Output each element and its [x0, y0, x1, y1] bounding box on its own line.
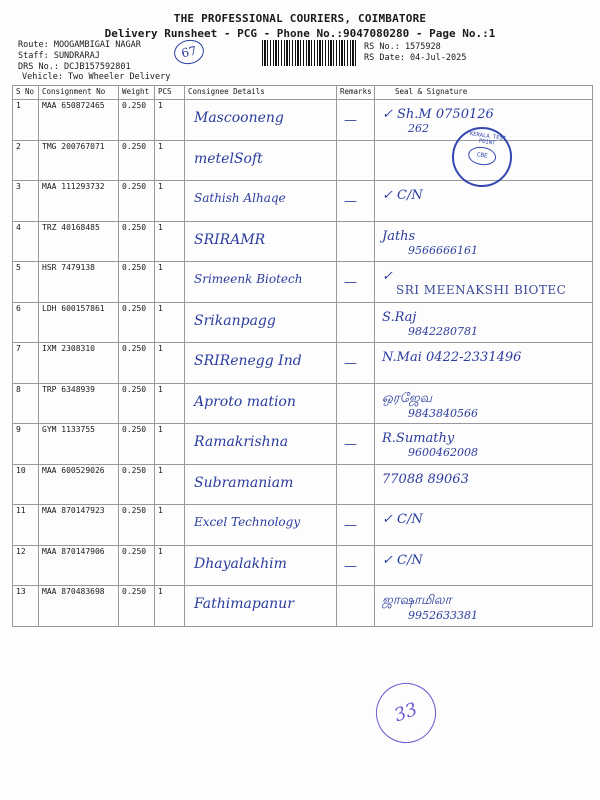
consignment-cell — [39, 221, 119, 262]
serial-number: 13 — [16, 587, 26, 596]
consignment-cell — [39, 302, 119, 343]
consignee-cell — [185, 464, 337, 505]
pcs-value: 1 — [158, 182, 163, 191]
signature-handwriting: ✓ Sh.M 0750126 — [382, 107, 494, 122]
remarks-cell — [337, 221, 375, 262]
weight-value: 0.250 — [122, 465, 147, 475]
weight-value: 0.250 — [122, 506, 147, 515]
remark-mark: — — [344, 558, 357, 574]
consignment-number: MAA 870483698 — [42, 587, 105, 596]
serial-number: 11 — [16, 506, 26, 515]
signature-cell — [375, 505, 593, 546]
signature-cell — [375, 424, 593, 465]
company-title: THE PROFESSIONAL COURIERS, COIMBATORE — [173, 12, 427, 25]
table-row — [13, 181, 593, 222]
signature-phone: 9566666161 — [408, 243, 478, 257]
consignment-cell — [39, 262, 119, 303]
signature-handwriting: ✓ C/N — [382, 512, 423, 527]
weight-value: 0.250 — [122, 182, 147, 191]
consignee-cell — [185, 424, 337, 465]
signature-handwriting: ஒரஜேவ — [382, 390, 433, 406]
serial-number: 12 — [16, 546, 26, 556]
signature-handwriting: ✓ C/N — [382, 188, 423, 203]
pcs-value: 1 — [158, 141, 163, 151]
weight-value: 0.250 — [122, 222, 147, 232]
serial-number-cell — [13, 262, 39, 303]
weight-cell — [119, 302, 155, 343]
pcs-value: 1 — [158, 303, 163, 313]
weight-value: 0.250 — [122, 546, 147, 556]
signature-cell — [375, 302, 593, 343]
signature-handwriting: 77088 89063 — [382, 471, 469, 487]
serial-number-cell — [13, 181, 39, 222]
serial-number-cell — [13, 505, 39, 546]
remark-mark: — — [344, 275, 357, 290]
consignment-number: LDH 600157861 — [42, 303, 105, 313]
table-row — [13, 545, 593, 586]
consignment-cell — [39, 505, 119, 546]
column-header: PCS — [155, 86, 185, 100]
pcs-value: 1 — [158, 384, 163, 394]
pcs-value: 1 — [158, 222, 163, 232]
barcode — [262, 40, 358, 66]
pcs-cell — [155, 505, 185, 546]
weight-value: 0.250 — [122, 587, 147, 596]
drs-label: DRS No.: DCJB157592801 — [18, 62, 131, 72]
pcs-cell — [155, 586, 185, 627]
table-header-row — [13, 86, 593, 100]
signature-handwriting: Jaths — [382, 228, 416, 244]
rs-date: RS Date: 04-Jul-2025 — [364, 53, 467, 63]
remarks-cell — [337, 140, 375, 181]
pcs-cell — [155, 343, 185, 384]
column-header: S No — [13, 86, 39, 100]
serial-number: 10 — [16, 465, 26, 475]
remarks-cell — [337, 262, 375, 303]
consignee-handwriting: Srimeenk Biotech — [194, 272, 303, 286]
serial-number: 8 — [16, 384, 21, 394]
staff-label: Staff: SUNDRARAJ — [18, 51, 100, 61]
consignee-cell — [185, 262, 337, 303]
remark-mark: — — [344, 194, 357, 209]
signature-phone: 9842280781 — [408, 324, 478, 338]
consignee-handwriting: Fathimapanur — [194, 596, 294, 612]
rs-number: RS No.: 1575928 — [364, 42, 441, 52]
consignee-cell — [185, 545, 337, 586]
remarks-cell — [337, 383, 375, 424]
signature-handwriting: ✓ C/N — [382, 552, 423, 568]
consignee-handwriting: SRIRenegg Ind — [194, 353, 302, 369]
pcs-cell — [155, 545, 185, 586]
remarks-cell — [337, 586, 375, 627]
table-row — [13, 100, 593, 141]
route-label: Route: MOOGAMBIGAI NAGAR — [18, 40, 141, 50]
serial-number: 4 — [16, 222, 21, 232]
signature-handwriting: ✓ — [382, 269, 393, 284]
remarks-cell — [337, 464, 375, 505]
seal-ring-text: KERALA TEST POINT — [469, 131, 507, 147]
table-row — [13, 505, 593, 546]
consignment-number: MAA 111293732 — [42, 182, 105, 191]
signature-phone: 9843840566 — [408, 406, 478, 420]
pcs-cell — [155, 464, 185, 505]
weight-value: 0.250 — [122, 141, 147, 151]
consignee-handwriting: Excel Technology — [194, 515, 301, 529]
weight-cell — [119, 424, 155, 465]
consignment-number: GYM 1133755 — [42, 425, 95, 434]
weight-value: 0.250 — [122, 101, 147, 110]
consignment-cell — [39, 586, 119, 627]
serial-number-cell — [13, 383, 39, 424]
consignment-number: MAA 870147906 — [42, 546, 105, 556]
remark-mark: — — [344, 437, 357, 452]
serial-number-cell — [13, 221, 39, 262]
consignment-number: MAA 650872465 — [42, 101, 105, 110]
consignment-cell — [39, 424, 119, 465]
weight-cell — [119, 383, 155, 424]
table-row — [13, 464, 593, 505]
column-header: Consignee Details — [185, 86, 337, 100]
pcs-value: 1 — [158, 101, 163, 110]
weight-cell — [119, 505, 155, 546]
signature-handwriting: S.Raj — [382, 309, 417, 325]
signature-phone: 9952633381 — [408, 609, 478, 622]
signature-cell — [375, 545, 593, 586]
consignee-handwriting: Srikanpagg — [194, 312, 276, 329]
signature-handwriting: N.Mai 0422-2331496 — [382, 350, 522, 365]
table-row — [13, 221, 593, 262]
signature-cell — [375, 221, 593, 262]
weight-cell — [119, 262, 155, 303]
pcs-cell — [155, 181, 185, 222]
column-header: Weight — [119, 86, 155, 100]
consignment-number: MAA 870147923 — [42, 506, 105, 515]
remark-mark: — — [344, 356, 357, 371]
consignment-number: MAA 600529026 — [42, 465, 105, 475]
serial-number-cell — [13, 100, 39, 141]
table-row — [13, 302, 593, 343]
consignment-cell — [39, 100, 119, 141]
pcs-cell — [155, 262, 185, 303]
pcs-cell — [155, 221, 185, 262]
consignment-cell — [39, 140, 119, 181]
table-row — [13, 383, 593, 424]
consignee-handwriting: metelSoft — [194, 150, 263, 167]
serial-number: 1 — [16, 101, 21, 110]
signature-phone: 262 — [408, 122, 429, 135]
serial-number: 6 — [16, 303, 21, 313]
column-header: Seal & Signature — [375, 86, 593, 100]
consignee-handwriting: Ramakrishna — [194, 434, 289, 450]
seal-center: CBE — [467, 145, 497, 167]
signature-handwriting: ஜாஷாமிலா — [382, 593, 452, 608]
table-row — [13, 424, 593, 465]
weight-cell — [119, 343, 155, 384]
serial-number-cell — [13, 140, 39, 181]
signature-cell — [375, 343, 593, 384]
consignee-handwriting: Sathish Alhaqe — [194, 191, 286, 205]
handwritten-circle-mark: 33 — [368, 675, 445, 752]
consignee-handwriting: Mascooneng — [194, 110, 284, 126]
consignee-cell — [185, 140, 337, 181]
signature-cell — [375, 586, 593, 627]
vehicle-label: Vehicle: Two Wheeler Delivery — [22, 72, 171, 82]
serial-number: 5 — [16, 263, 21, 272]
weight-cell — [119, 545, 155, 586]
column-header: Consignment No — [39, 86, 119, 100]
weight-value: 0.250 — [122, 425, 147, 434]
serial-number: 7 — [16, 344, 21, 353]
pcs-value: 1 — [158, 425, 163, 434]
serial-number-cell — [13, 343, 39, 384]
consignee-handwriting: Subramaniam — [194, 474, 294, 491]
consignee-handwriting: Dhayalakhim — [194, 555, 287, 572]
serial-number-cell — [13, 586, 39, 627]
pcs-value: 1 — [158, 263, 163, 272]
consignee-cell — [185, 505, 337, 546]
consignee-handwriting: Aproto mation — [194, 393, 296, 410]
consignee-cell — [185, 586, 337, 627]
serial-number-cell — [13, 464, 39, 505]
consignment-cell — [39, 383, 119, 424]
signature-cell — [375, 383, 593, 424]
weight-cell — [119, 586, 155, 627]
signature-handwriting: R.Sumathy — [382, 431, 455, 446]
column-header: Remarks — [337, 86, 375, 100]
pcs-value: 1 — [158, 465, 163, 475]
weight-cell — [119, 140, 155, 181]
consignment-cell — [39, 181, 119, 222]
remarks-cell — [337, 505, 375, 546]
pcs-cell — [155, 424, 185, 465]
remarks-cell — [337, 181, 375, 222]
consignment-number: IXM 2308310 — [42, 344, 95, 353]
remarks-cell — [337, 545, 375, 586]
serial-number-cell — [13, 302, 39, 343]
remarks-cell — [337, 343, 375, 384]
pcs-value: 1 — [158, 344, 163, 353]
signature-cell — [375, 464, 593, 505]
remarks-cell — [337, 302, 375, 343]
consignee-cell — [185, 181, 337, 222]
consignment-cell — [39, 464, 119, 505]
serial-number: 2 — [16, 141, 21, 151]
remark-mark: — — [344, 518, 357, 533]
pcs-cell — [155, 302, 185, 343]
weight-cell — [119, 100, 155, 141]
consignee-cell — [185, 343, 337, 384]
serial-number: 9 — [16, 425, 21, 434]
serial-number: 3 — [16, 182, 21, 191]
weight-cell — [119, 464, 155, 505]
consignee-cell — [185, 383, 337, 424]
weight-cell — [119, 181, 155, 222]
consignee-cell — [185, 100, 337, 141]
consignee-cell — [185, 221, 337, 262]
runsheet-subtitle: Delivery Runsheet - PCG - Phone No.:9047080280 - Page No.:1 — [104, 27, 496, 40]
company-print-stamp: SRI MEENAKSHI BIOTEC — [396, 283, 567, 297]
consignment-number: TMG 200767071 — [42, 141, 105, 151]
consignment-cell — [39, 545, 119, 586]
table-row — [13, 343, 593, 384]
circled-number: 67 — [172, 37, 206, 67]
remark-mark: — — [344, 113, 357, 128]
table-row — [13, 586, 593, 627]
pcs-value: 1 — [158, 546, 163, 556]
weight-value: 0.250 — [122, 303, 147, 313]
signature-phone: 9600462008 — [408, 446, 478, 459]
consignee-cell — [185, 302, 337, 343]
weight-value: 0.250 — [122, 263, 147, 272]
pcs-value: 1 — [158, 506, 163, 515]
consignment-cell — [39, 343, 119, 384]
pcs-value: 1 — [158, 587, 163, 596]
consignment-number: TRP 6348939 — [42, 384, 95, 394]
remarks-cell — [337, 424, 375, 465]
pcs-cell — [155, 100, 185, 141]
pcs-cell — [155, 383, 185, 424]
consignment-number: TRZ 40168485 — [42, 222, 100, 232]
consignment-number: HSR 7479138 — [42, 263, 95, 272]
weight-cell — [119, 221, 155, 262]
weight-value: 0.250 — [122, 344, 147, 353]
weight-value: 0.250 — [122, 384, 147, 394]
pcs-cell — [155, 140, 185, 181]
remarks-cell — [337, 100, 375, 141]
serial-number-cell — [13, 545, 39, 586]
serial-number-cell — [13, 424, 39, 465]
consignee-handwriting: SRIRAMR — [194, 231, 266, 248]
